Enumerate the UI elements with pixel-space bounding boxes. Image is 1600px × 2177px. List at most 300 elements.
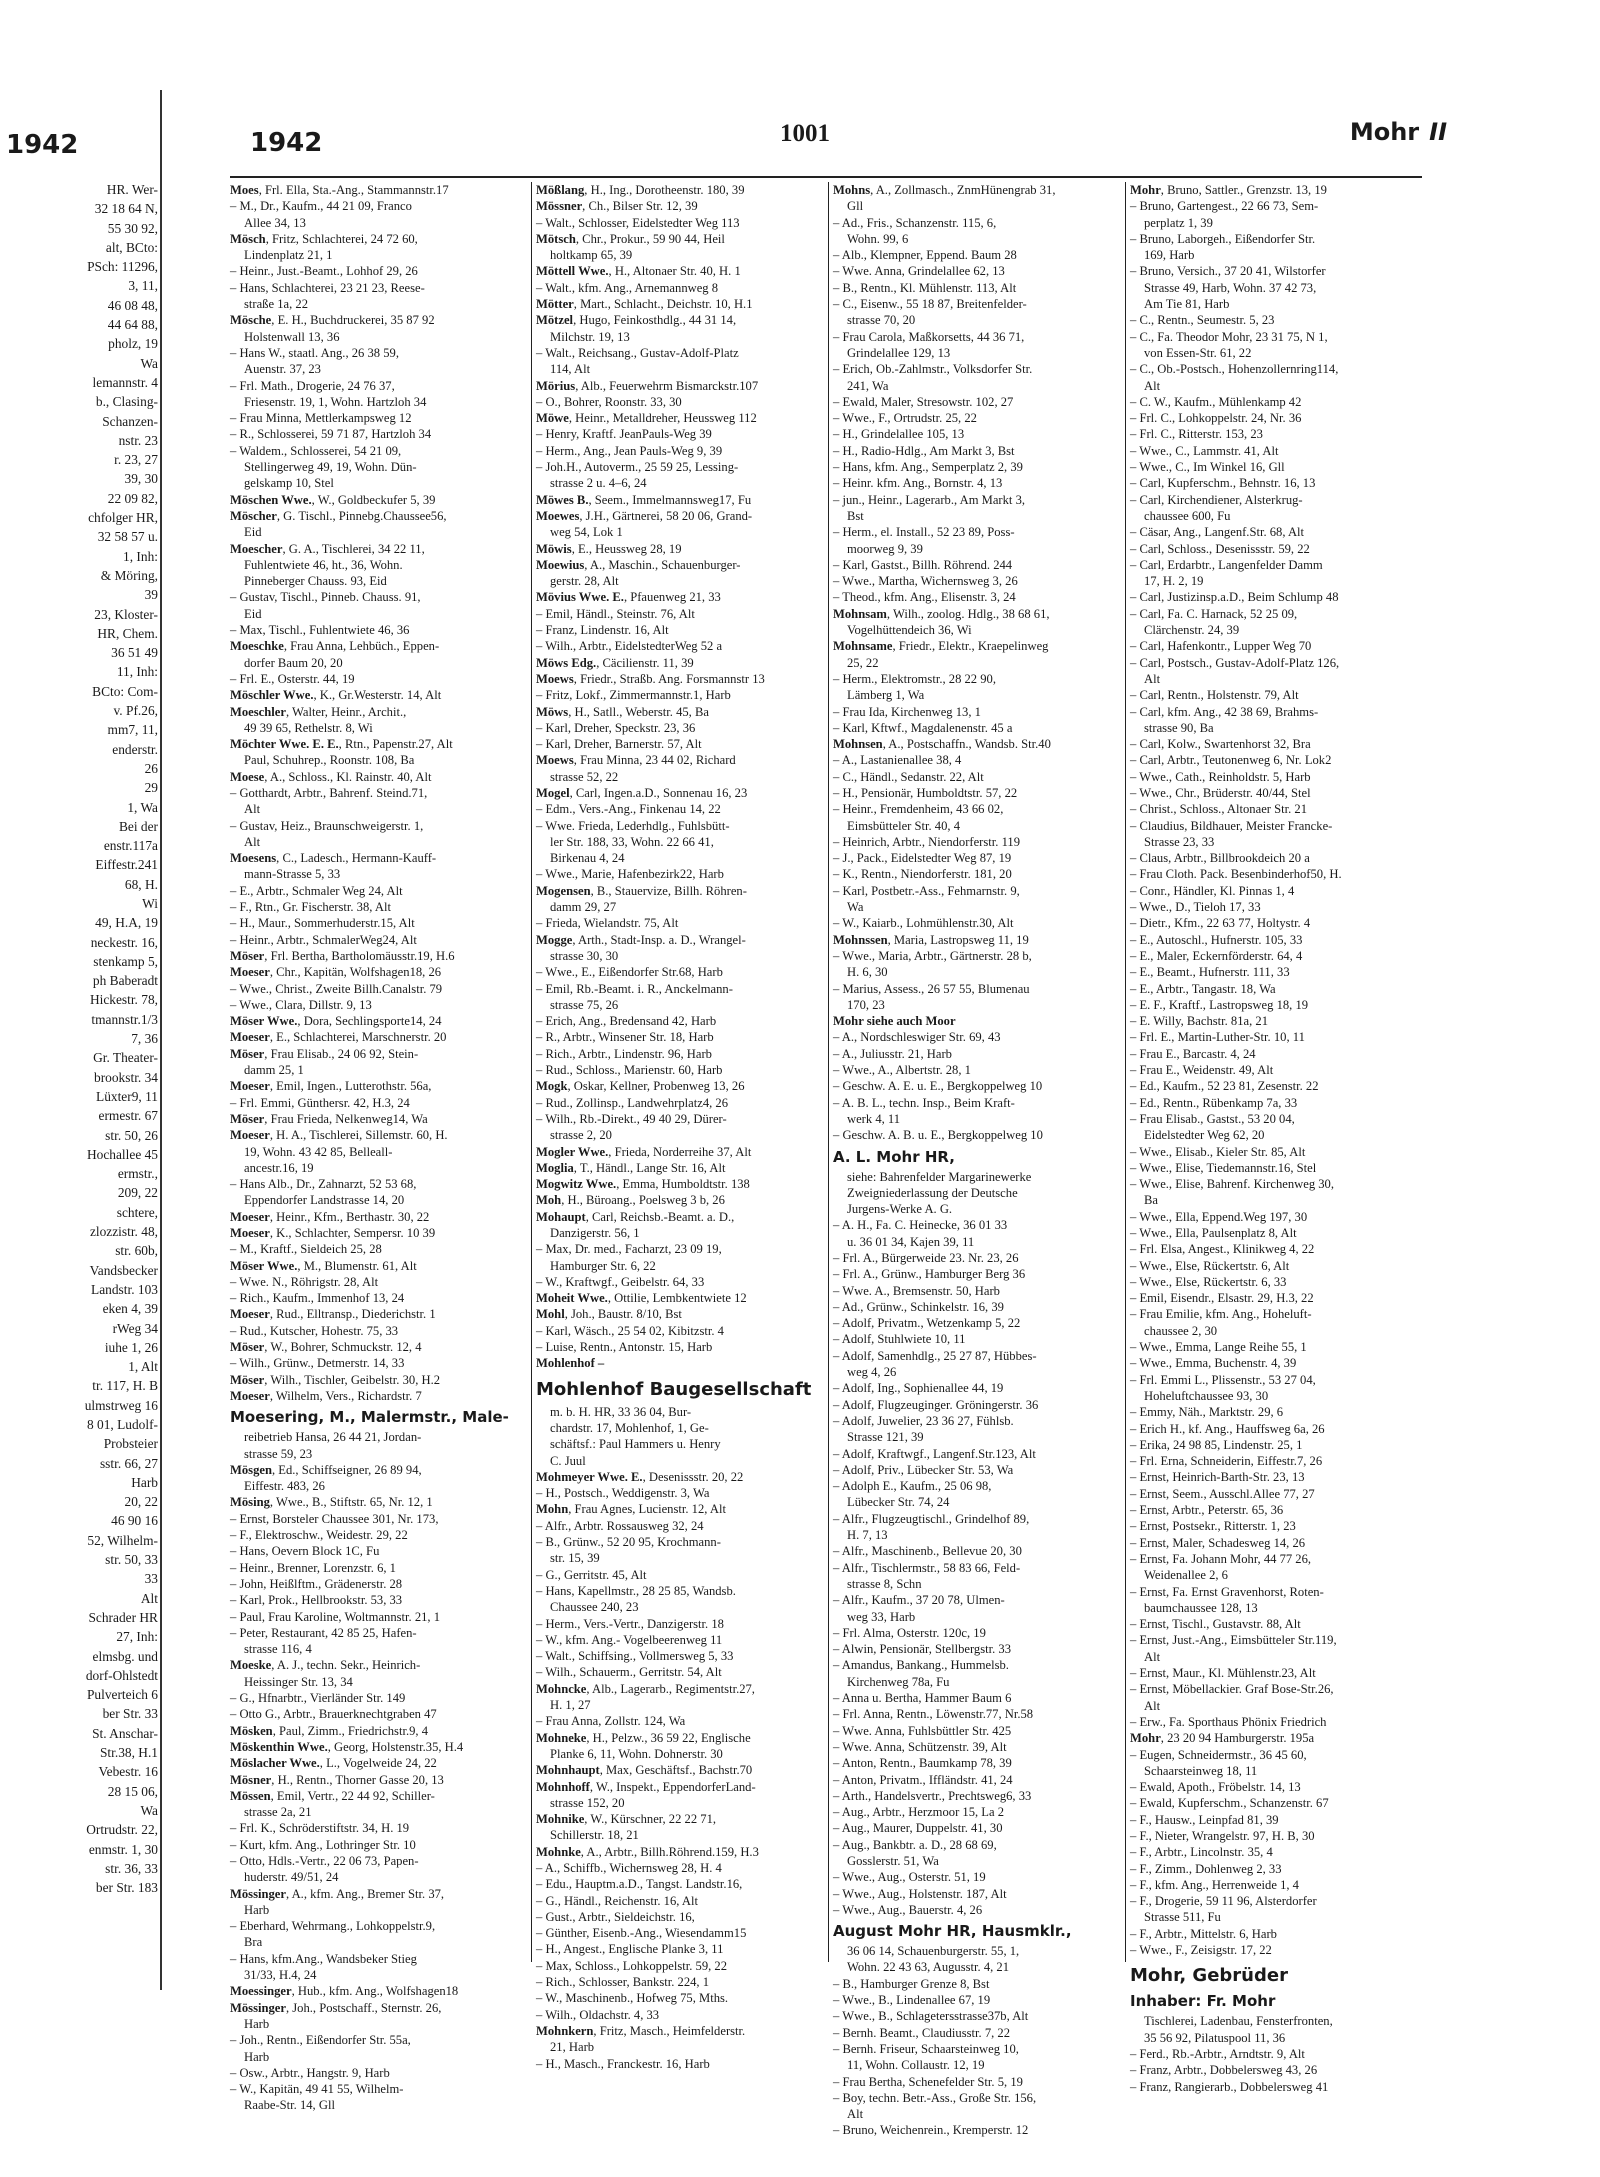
previous-page-line: Pulverteich 6 bbox=[86, 1687, 158, 1703]
directory-entry-line: – G., Händl., Reichenstr. 16, Alt bbox=[536, 1893, 698, 1908]
directory-entry-head: Moesens, C., Ladesch., Hermann-Kauff- bbox=[230, 851, 437, 866]
directory-entry-line: weg 54, Lok 1 bbox=[550, 525, 623, 540]
previous-page-line: Probsteier bbox=[103, 1436, 158, 1452]
directory-entry-head: Mohnike, W., Kürschner, 22 22 71, bbox=[536, 1812, 717, 1827]
directory-entry-line: – Edm., Vers.-Ang., Finkenau 14, 22 bbox=[536, 802, 721, 817]
directory-entry-line: A. L. Mohr HR, bbox=[833, 1147, 955, 1166]
directory-entry-head: Mohnkern, Fritz, Masch., Heimfelderstr. bbox=[536, 2023, 746, 2038]
directory-entry-line: – Aug., Arbtr., Herzmoor 15, La 2 bbox=[833, 1805, 1005, 1820]
directory-entry-head: Mohnssen, Maria, Lastropsweg 11, 19 bbox=[833, 932, 1029, 947]
directory-entry-head: Moessinger, Hub., kfm. Ang., Wolfshagen18 bbox=[230, 1984, 459, 1999]
column-2 bbox=[531, 182, 828, 2071]
directory-entry-line: perplatz 1, 39 bbox=[1144, 215, 1213, 230]
directory-entry-line: – Heinrich, Arbtr., Niendorferstr. 119 bbox=[833, 834, 1020, 849]
directory-entry-line: – Wwe., Ella, Eppend.Weg 197, 30 bbox=[1130, 1209, 1308, 1224]
previous-page-line: ermstr., bbox=[117, 1166, 158, 1182]
previous-page-line: 68, H. bbox=[124, 876, 158, 892]
directory-entry-line: – F., Elektroschw., Weidestr. 29, 22 bbox=[230, 1528, 408, 1543]
previous-page-line: ber Str. 33 bbox=[102, 1706, 158, 1722]
directory-entry-line: Hamburger Str. 6, 22 bbox=[550, 1258, 656, 1273]
previous-page-year: 1942 bbox=[6, 130, 79, 160]
directory-entry-head: Mohmeyer Wwe. E., Desenissstr. 20, 22 bbox=[536, 1469, 744, 1484]
directory-entry-line: strasse 59, 23 bbox=[244, 1446, 313, 1461]
directory-entry-line: – Theod., kfm. Ang., Elisenstr. 3, 24 bbox=[833, 590, 1016, 605]
directory-entry-line: – Fritz, Lokf., Zimmermannstr.1, Harb bbox=[536, 688, 731, 703]
entry-surname: Moeser bbox=[230, 1030, 270, 1045]
directory-entry-line: – Gotthardt, Arbtr., Bahrenf. Steind.71, bbox=[230, 785, 428, 800]
directory-entry-head: Moeschler, Walter, Heinr., Archit., bbox=[230, 704, 407, 719]
directory-entry-head: Moh, H., Büroang., Poelsweg 3 b, 26 bbox=[536, 1193, 725, 1208]
directory-entry-line: – B., Rentn., Kl. Mühlenstr. 113, Alt bbox=[833, 280, 1017, 295]
previous-page-line: str. 60b, bbox=[115, 1243, 158, 1259]
directory-entry-line: baumchaussee 128, 13 bbox=[1144, 1600, 1258, 1615]
previous-page-line: 36 51 49 bbox=[111, 645, 158, 661]
directory-entry-line: – A. H., Fa. C. Heinecke, 36 01 33 bbox=[833, 1218, 1008, 1233]
directory-entry-line: – Adolf, Kraftwgf., Langenf.Str.123, Alt bbox=[833, 1446, 1036, 1461]
directory-entry-line: – Carl, Schloss., Desenissstr. 59, 22 bbox=[1130, 541, 1310, 556]
directory-entry-head: Mössen, Emil, Vertr., 22 44 92, Schiller- bbox=[230, 1788, 435, 1803]
directory-entry-line: weg 4, 26 bbox=[847, 1365, 897, 1380]
directory-entry-line: Eidelstedter Weg 62, 20 bbox=[1144, 1128, 1265, 1143]
previous-page-line: 55 30 92, bbox=[107, 220, 158, 236]
directory-entry-head: Moeske, A. J., techn. Sekr., Heinrich- bbox=[230, 1658, 421, 1673]
directory-entry-line: – Erich, Ob.-Zahlmstr., Volksdorfer Str. bbox=[833, 362, 1033, 377]
directory-entry-line: – Wilh., Arbtr., EidelstedterWeg 52 a bbox=[536, 639, 723, 654]
directory-entry-line: – Rud., Schloss., Marienstr. 60, Harb bbox=[536, 1063, 723, 1078]
directory-entry-line: Birkenau 4, 24 bbox=[550, 851, 625, 866]
directory-entry-line: – Heinr., Fremdenheim, 43 66 02, bbox=[833, 802, 1004, 817]
previous-page-line: Ortrudstr. 22, bbox=[86, 1822, 158, 1838]
previous-page-line: 22 09 82, bbox=[107, 490, 158, 506]
directory-entry-head: Mohncke, Alb., Lagerarb., Regimentstr.27, bbox=[536, 1681, 755, 1696]
previous-page-line: 49, H.A, 19 bbox=[95, 915, 158, 931]
previous-page-line: 29 bbox=[144, 780, 158, 796]
directory-entry-head: Mohaupt, Carl, Reichsb.-Beamt. a. D., bbox=[536, 1209, 735, 1224]
entry-surname: Mogel bbox=[536, 785, 570, 800]
directory-entry-line: – Hans Alb., Dr., Zahnarzt, 52 53 68, bbox=[230, 1177, 417, 1192]
directory-entry-line: Zweigniederlassung der Deutsche bbox=[847, 1185, 1018, 1200]
previous-page-line: enderstr. bbox=[112, 741, 158, 757]
entry-surname: Moeser bbox=[230, 1226, 270, 1240]
previous-page-line: Bei der bbox=[118, 818, 158, 834]
directory-entry-head: Moes, Frl. Ella, Sta.-Ang., Stammannstr.17 bbox=[230, 183, 449, 197]
entry-surname: Mohr siehe auch Moor bbox=[833, 1014, 956, 1029]
directory-entry-line: strasse 30, 30 bbox=[550, 948, 619, 963]
directory-entry-head: Moheit Wwe., Ottilie, Lembkentwiete 12 bbox=[536, 1291, 747, 1306]
directory-entry-head: Mohnsam, Wilh., zoolog. Hdlg., 38 68 61, bbox=[833, 606, 1050, 621]
directory-entry-head bbox=[536, 1355, 828, 1371]
directory-entry-line: – Walt., Reichsang., Gustav-Adolf-Platz bbox=[536, 345, 739, 360]
directory-entry-line: – F., Drogerie, 59 11 96, Alsterdorfer bbox=[1130, 1894, 1317, 1909]
entry-surname: Mössen bbox=[230, 1788, 271, 1803]
entry-surname: Moesens bbox=[230, 851, 277, 866]
directory-entry-line: – Joh.H., Autoverm., 25 59 25, Lessing- bbox=[536, 460, 739, 475]
directory-entry-line: – Frl. C., Ritterstr. 153, 23 bbox=[1130, 427, 1263, 442]
directory-entry-line: – Karl, Kftwf., Magdalenenstr. 45 a bbox=[833, 720, 1013, 735]
previous-page-line: 39 bbox=[144, 587, 158, 603]
directory-entry-line: – Wwe. Anna, Schützenstr. 39, Alt bbox=[833, 1739, 1007, 1754]
directory-entry-line: H. 1, 27 bbox=[550, 1698, 591, 1713]
directory-entry-line: – Ad., Grünw., Schinkelstr. 16, 39 bbox=[833, 1299, 1004, 1314]
previous-page-line: & Möring, bbox=[100, 567, 158, 583]
directory-entry-line: – Wwe. Anna, Fuhlsbüttler Str. 425 bbox=[833, 1723, 1012, 1738]
directory-entry-line: – Adolf, Ing., Sophienallee 44, 19 bbox=[833, 1381, 1004, 1396]
previous-page-line: 1, Inh: bbox=[123, 548, 158, 564]
directory-entry-line: straße 1a, 22 bbox=[244, 297, 308, 312]
directory-entry-line: – H., Pensionär, Humboldtstr. 57, 22 bbox=[833, 785, 1018, 800]
directory-entry-line: Bra bbox=[244, 1935, 263, 1950]
directory-entry-line: – H., Masch., Franckestr. 16, Harb bbox=[536, 2056, 710, 2071]
directory-entry-line: – Wwe., C., Lammstr. 41, Alt bbox=[1130, 443, 1279, 458]
directory-entry-line: – Herm., Vers.-Vertr., Danzigerstr. 18 bbox=[536, 1616, 724, 1631]
directory-entry-head: Möser, Frau Frieda, Nelkenweg14, Wa bbox=[230, 1111, 428, 1126]
entry-surname: Moeser bbox=[230, 1307, 270, 1322]
directory-page bbox=[172, 98, 1447, 2138]
directory-entry-line: – A. B. L., techn. Insp., Beim Kraft- bbox=[833, 1095, 1015, 1110]
directory-entry-line: – Bruno, Laborgeh., Eißendorfer Str. bbox=[1130, 231, 1316, 246]
previous-page-line: zlozzistr. 48, bbox=[89, 1224, 158, 1240]
entry-surname: Mohneke bbox=[536, 1730, 587, 1745]
directory-entry-line: Friesenstr. 19, 1, Wohn. Hartzloh 34 bbox=[244, 394, 427, 409]
directory-entry-head: Mötzel, Hugo, Feinkosthdlg., 44 31 14, bbox=[536, 313, 737, 328]
directory-entry-line: – C., Eisenw., 55 18 87, Breitenfelder- bbox=[833, 297, 1027, 312]
directory-entry-line: – K., Rentn., Niendorferstr. 181, 20 bbox=[833, 867, 1012, 882]
directory-entry-line: – Aug., Maurer, Duppelstr. 41, 30 bbox=[833, 1821, 1003, 1836]
directory-entry-line: – Franz, Rangierarb., Dobbelersweg 41 bbox=[1130, 2079, 1329, 2094]
directory-entry-line: Alt bbox=[1144, 1698, 1161, 1713]
previous-page-line: enstr.117a bbox=[103, 838, 158, 854]
directory-entry-line: strasse 75, 26 bbox=[550, 997, 619, 1012]
previous-page-line: 3, 11, bbox=[128, 278, 158, 294]
directory-entry-head: Mogwitz Wwe., Emma, Humboldtstr. 138 bbox=[536, 1177, 750, 1192]
directory-entry-line: – Erika, 24 98 85, Lindenstr. 25, 1 bbox=[1130, 1437, 1303, 1452]
entry-surname: Mössinger bbox=[230, 1886, 286, 1901]
directory-entry-line: – E., Autoschl., Hufnerstr. 105, 33 bbox=[1130, 932, 1303, 947]
directory-entry-head bbox=[833, 1013, 1125, 1029]
directory-entry-line: – Anton, Privatm., Iffländstr. 41, 24 bbox=[833, 1772, 1013, 1787]
entry-surname: Mösgen bbox=[230, 1462, 272, 1477]
previous-page-line: chfolger HR, bbox=[88, 510, 158, 526]
directory-entry-line: – Ewald, Maler, Stresowstr. 102, 27 bbox=[833, 394, 1014, 409]
directory-entry-line: – Bruno, Versich., 37 20 41, Wilstorfer bbox=[1130, 264, 1326, 279]
previous-page-line: Schrader HR bbox=[88, 1609, 158, 1625]
directory-entry-line: – Wilh., Oldachstr. 4, 33 bbox=[536, 2007, 660, 2022]
directory-entry-line: – Eugen, Schneidermstr., 36 45 60, bbox=[1130, 1747, 1307, 1762]
directory-entry-line: – Frau Anna, Zollstr. 124, Wa bbox=[536, 1714, 686, 1729]
directory-entry-line: strasse 8, Schn bbox=[847, 1576, 922, 1591]
directory-entry-head: Moeser, E., Schlachterei, Marschnerstr. 20 bbox=[230, 1030, 447, 1045]
directory-entry-line: – Carl, kfm. Ang., 42 38 69, Brahms- bbox=[1130, 704, 1319, 719]
directory-entry-head: Möttell Wwe., H., Altonaer Str. 40, H. 1 bbox=[536, 264, 741, 279]
directory-entry-line: Harb bbox=[244, 2049, 270, 2064]
entry-surname: Mörius bbox=[536, 378, 576, 393]
directory-entry-line: – Hans, kfm.Ang., Wandsbeker Stieg bbox=[230, 1951, 417, 1966]
directory-entry-line: H. 7, 13 bbox=[847, 1528, 888, 1543]
previous-page-line: 26 bbox=[144, 760, 158, 776]
entry-surname: Mohlenhof – bbox=[536, 1356, 605, 1371]
previous-page-line: eken 4, 39 bbox=[102, 1301, 158, 1317]
entry-surname: Mötsch bbox=[536, 231, 576, 246]
directory-entry-line: – Eberhard, Wehrmang., Lohkoppelstr.9, bbox=[230, 1919, 436, 1934]
directory-entry-line: gelskamp 10, Stel bbox=[244, 476, 334, 491]
previous-page-line: dorf-Ohlstedt bbox=[85, 1667, 158, 1683]
directory-entry-line: – Herm., Elektromstr., 28 22 90, bbox=[833, 671, 996, 686]
previous-page-line: PSch: 11296, bbox=[87, 259, 158, 275]
directory-entry-line: – Osw., Arbtr., Hangstr. 9, Harb bbox=[230, 2065, 390, 2080]
directory-entry-line: – Emmy, Näh., Marktstr. 29, 6 bbox=[1130, 1405, 1284, 1420]
previous-page-line: Hochallee 45 bbox=[86, 1146, 158, 1162]
entry-surname: Mogge bbox=[536, 932, 573, 947]
directory-entry-head: Mohl, Joh., Baustr. 8/10, Bst bbox=[536, 1307, 682, 1322]
directory-entry-line: – Walt., Schlosser, Eidelstedter Weg 113 bbox=[536, 215, 740, 230]
directory-entry-line: Milchstr. 19, 13 bbox=[550, 329, 630, 344]
directory-entry-line: 11, Wohn. Collaustr. 12, 19 bbox=[847, 2058, 985, 2073]
previous-page-edge bbox=[0, 90, 162, 1990]
entry-surname: Moeser bbox=[230, 1388, 270, 1403]
previous-page-line: elmsbg. und bbox=[92, 1648, 158, 1664]
directory-entry-line: chaussee 600, Fu bbox=[1144, 508, 1231, 523]
directory-entry-line: Alt bbox=[244, 834, 261, 849]
directory-entry-head: Möwes B., Seem., Immelmannsweg17, Fu bbox=[536, 492, 752, 507]
entry-surname: Mohnhaupt bbox=[536, 1763, 600, 1778]
directory-entry-line: – Wwe., B., Lindenallee 67, 19 bbox=[833, 1993, 991, 2008]
directory-entry-line: – Rich., Schlosser, Bankstr. 224, 1 bbox=[536, 1975, 710, 1990]
directory-entry-head: Moeser, Wilhelm, Vers., Richardstr. 7 bbox=[230, 1388, 422, 1403]
previous-page-line: lemannstr. 4 bbox=[92, 374, 158, 390]
previous-page-line: sstr. 66, 27 bbox=[99, 1455, 158, 1471]
directory-entry-line: – A., Nordschleswiger Str. 69, 43 bbox=[833, 1030, 1001, 1045]
directory-entry-line: – Emil, Eisendr., Elsastr. 29, H.3, 22 bbox=[1130, 1291, 1314, 1306]
directory-entry-line: – Ernst, Borsteler Chaussee 301, Nr. 173, bbox=[230, 1511, 439, 1526]
entry-surname: Moewes bbox=[536, 508, 580, 523]
previous-page-line: ulmstrweg 16 bbox=[84, 1397, 158, 1413]
directory-entry-head: Mogler Wwe., Frieda, Norderreihe 37, Alt bbox=[536, 1144, 752, 1159]
directory-entry-line: – Rich., Kaufm., Immenhof 13, 24 bbox=[230, 1291, 405, 1306]
directory-entry-line: – B., Hamburger Grenze 8, Bst bbox=[833, 1976, 990, 1991]
directory-entry-line: – jun., Heinr., Lagerarb., Am Markt 3, bbox=[833, 492, 1026, 507]
entry-surname: Moese bbox=[230, 769, 265, 784]
directory-entry-line: – Edu., Hauptm.a.D., Tangst. Landstr.16, bbox=[536, 1877, 743, 1892]
previous-page-line: schtere, bbox=[116, 1204, 158, 1220]
directory-entry-line: – Amandus, Bankang., Hummelsb. bbox=[833, 1658, 1009, 1673]
directory-entry-line: – Erich H., kf. Ang., Hauffsweg 6a, 26 bbox=[1130, 1421, 1325, 1436]
directory-entry-line: – Ernst, Maur., Kl. Mühlenstr.23, Alt bbox=[1130, 1666, 1316, 1681]
directory-entry-head: Mogge, Arth., Stadt-Insp. a. D., Wrangel- bbox=[536, 932, 746, 947]
directory-entry-line: – H., Postsch., Weddigenstr. 3, Wa bbox=[536, 1486, 710, 1501]
previous-page-line: neckestr. 16, bbox=[90, 934, 158, 950]
entry-surname: Möchter Wwe. E. E. bbox=[230, 737, 339, 752]
directory-entry-head: Möschen Wwe., W., Goldbeckufer 5, 39 bbox=[230, 492, 436, 507]
previous-page-line: 44 64 88, bbox=[107, 317, 158, 333]
directory-entry-line: – Wwe. Anna, Grindelallee 62, 13 bbox=[833, 264, 1005, 279]
directory-entry-line: – Wwe., Aug., Bauerstr. 4, 26 bbox=[833, 1902, 983, 1917]
directory-entry-line: Stellingerweg 49, 19, Wohn. Dün- bbox=[244, 460, 417, 475]
directory-entry-line: H. 6, 30 bbox=[847, 965, 888, 980]
directory-entry-line: Eiffestr. 483, 26 bbox=[244, 1479, 325, 1494]
directory-entry-line: – W., Maschinenb., Hofweg 75, Mths. bbox=[536, 1991, 729, 2006]
previous-page-line: 46 08 48, bbox=[107, 297, 158, 313]
directory-entry-line: – Waldem., Schlosserei, 54 21 09, bbox=[230, 443, 402, 458]
directory-entry-line: – C., Ob.-Postsch., Hohenzollernring114, bbox=[1130, 362, 1339, 377]
directory-entry-line: strasse 116, 4 bbox=[244, 1642, 312, 1657]
previous-page-line: 20, 22 bbox=[124, 1494, 158, 1510]
directory-entry-line: – Günther, Eisenb.-Ang., Wiesendamm15 bbox=[536, 1926, 747, 1941]
directory-entry-line: – Herm., Ang., Jean Pauls-Weg 9, 39 bbox=[536, 443, 723, 458]
directory-entry-line: – Marius, Assess., 26 57 55, Blumenau bbox=[833, 981, 1030, 996]
directory-entry-line: – Alb., Klempner, Eppend. Baum 28 bbox=[833, 248, 1017, 263]
directory-entry-line: – Karl, Dreher, Speckstr. 23, 36 bbox=[536, 720, 696, 735]
directory-entry-line: – Rud., Zollinsp., Landwehrplatz4, 26 bbox=[536, 1095, 729, 1110]
directory-entry-line: weg 33, Harb bbox=[847, 1609, 916, 1624]
entry-surname: Mösch bbox=[230, 231, 266, 246]
previous-page-line: Harb bbox=[131, 1474, 158, 1490]
directory-entry-line: August Mohr HR, Hausmklr., bbox=[833, 1922, 1072, 1941]
previous-page-line: Vebestr. 16 bbox=[98, 1764, 158, 1780]
directory-entry-line: – Claudius, Bildhauer, Meister Francke- bbox=[1130, 818, 1333, 833]
directory-entry-head: Mogel, Carl, Ingen.a.D., Sonnenau 16, 23 bbox=[536, 785, 748, 800]
entry-surname: Mogwitz Wwe. bbox=[536, 1177, 617, 1192]
directory-entry-line: – Ewald, Kupferschm., Schanzenstr. 67 bbox=[1130, 1796, 1329, 1811]
directory-entry-line: – Emil, Händl., Steinstr. 76, Alt bbox=[536, 606, 695, 621]
directory-entry-head: Mogensen, B., Stauervize, Billh. Röhren- bbox=[536, 883, 747, 898]
previous-page-line: tr. 117, H. B bbox=[92, 1378, 158, 1394]
entry-surname: Moheit Wwe. bbox=[536, 1291, 608, 1306]
entry-surname: Mössner bbox=[536, 199, 583, 214]
entry-surname: Moeser bbox=[230, 965, 270, 980]
entry-surname: Moh bbox=[536, 1193, 562, 1208]
entry-surname: Mösche bbox=[230, 313, 272, 328]
directory-entry-line: – Wwe., Elise, Tiedemannstr.16, Stel bbox=[1130, 1160, 1317, 1175]
directory-entry-line: str. 15, 39 bbox=[550, 1551, 600, 1566]
directory-entry-line: – Frl. A., Grünw., Hamburger Berg 36 bbox=[833, 1267, 1026, 1282]
directory-entry-head: Mohnsame, Friedr., Elektr., Kraepelinweg bbox=[833, 639, 1049, 654]
directory-entry-line: – C., Händl., Sedanstr. 22, Alt bbox=[833, 769, 984, 784]
directory-entry-line: – Hans, kfm. Ang., Semperplatz 2, 39 bbox=[833, 460, 1023, 475]
entry-surname: Möws bbox=[536, 704, 569, 719]
directory-entry-line: – Ferd., Rb.-Arbtr., Arndtstr. 9, Alt bbox=[1130, 2046, 1305, 2061]
directory-entry-line: – Wwe., F., Ortrudstr. 25, 22 bbox=[833, 411, 977, 426]
previous-page-line: ber Str. 183 bbox=[95, 1880, 158, 1896]
directory-entry-line: – E. F., Kraftf., Lastropsweg 18, 19 bbox=[1130, 997, 1309, 1012]
previous-page-line: ermestr. 67 bbox=[98, 1108, 158, 1124]
directory-entry-head: Mösche, E. H., Buchdruckerei, 35 87 92 bbox=[230, 313, 435, 328]
directory-entry-line: – Wwe., C., Im Winkel 16, Gll bbox=[1130, 460, 1285, 475]
directory-entry-line: – C., Fa. Theodor Mohr, 23 31 75, N 1, bbox=[1130, 329, 1328, 344]
directory-entry-line: dorfer Baum 20, 20 bbox=[244, 655, 343, 670]
directory-entry-head: Möser, Frl. Bertha, Bartholomäusstr.19, H.6 bbox=[230, 948, 455, 963]
directory-entry-line: – Frieda, Wielandstr. 75, Alt bbox=[536, 916, 679, 931]
directory-entry-line: Holstenwall 13, 36 bbox=[244, 329, 340, 344]
directory-entry-line: damm 29, 27 bbox=[550, 900, 617, 915]
directory-entry-head: Moesering, M., Malermstr., Male- bbox=[230, 1408, 509, 1427]
directory-entry-line: – Wilh., Schauerm., Gerritstr. 54, Alt bbox=[536, 1665, 722, 1680]
directory-entry-line: – Ed., Rentn., Rübenkamp 7a, 33 bbox=[1130, 1095, 1298, 1110]
directory-entry-line: – Frl. Anna, Rentn., Löwenstr.77, Nr.58 bbox=[833, 1707, 1034, 1722]
directory-entry-line: – Wwe. A., Bremsenstr. 50, Harb bbox=[833, 1283, 1000, 1298]
directory-entry-line: Am Tie 81, Harb bbox=[1144, 297, 1230, 312]
directory-entry-line: – Anna u. Bertha, Hammer Baum 6 bbox=[833, 1691, 1012, 1706]
entry-surname: Mohl bbox=[536, 1307, 565, 1322]
directory-entry-line: holtkamp 65, 39 bbox=[550, 248, 633, 263]
directory-entry-line: strasse 2 u. 4–6, 24 bbox=[550, 476, 647, 491]
directory-entry-line: – F., kfm. Ang., Herrenweide 1, 4 bbox=[1130, 1877, 1299, 1892]
directory-entry-line: – E. Willy, Bachstr. 81a, 21 bbox=[1130, 1014, 1269, 1029]
entry-surname: Mohnssen bbox=[833, 932, 888, 947]
directory-entry-line: – Ernst, Fa. Johann Mohr, 44 77 26, bbox=[1130, 1551, 1312, 1566]
directory-entry-line: 25, 22 bbox=[847, 655, 879, 670]
directory-entry-head: Möser Wwe., M., Blumenstr. 61, Alt bbox=[230, 1258, 417, 1273]
directory-entry-head: Mösken, Paul, Zimm., Friedrichstr.9, 4 bbox=[230, 1723, 428, 1738]
previous-page-line: Hickestr. 78, bbox=[89, 992, 158, 1008]
directory-entry-line: – Wwe., Chr., Brüderstr. 40/44, Stel bbox=[1130, 785, 1311, 800]
directory-entry-line: 21, Harb bbox=[550, 2040, 595, 2055]
directory-entry-line: – Karl, Dreher, Barnerstr. 57, Alt bbox=[536, 737, 702, 752]
directory-entry-line: Alt bbox=[1144, 378, 1161, 393]
entry-surname: Moes bbox=[230, 183, 259, 197]
previous-page-line: 46 90 16 bbox=[111, 1513, 158, 1529]
directory-entry-line: Strasse 511, Fu bbox=[1144, 1910, 1221, 1925]
directory-entry-line: – Wwe., Emma, Buchenstr. 4, 39 bbox=[1130, 1356, 1297, 1371]
directory-entry-line: 114, Alt bbox=[550, 362, 591, 377]
previous-page-line: Vandsbecker bbox=[89, 1262, 158, 1278]
directory-entry-head: Möchter Wwe. E. E., Rtn., Papenstr.27, Alt bbox=[230, 737, 453, 752]
directory-entry-line: – Wwe., Aug., Osterstr. 51, 19 bbox=[833, 1870, 986, 1885]
directory-entry-line: – Alwin, Pensionär, Stellbergstr. 33 bbox=[833, 1642, 1012, 1657]
entry-surname: Möwe bbox=[536, 411, 569, 426]
volume-number: II bbox=[1429, 118, 1447, 146]
directory-entry-line: mann-Strasse 5, 33 bbox=[244, 867, 341, 882]
directory-entry-line: – Carl, Hafenkontr., Lupper Weg 70 bbox=[1130, 639, 1312, 654]
directory-entry-line: – Anton, Rentn., Baumkamp 78, 39 bbox=[833, 1756, 1012, 1771]
directory-entry-line: – Heinr. kfm. Ang., Bornstr. 4, 13 bbox=[833, 476, 1003, 491]
previous-page-line: ph Baberadt bbox=[92, 973, 158, 989]
directory-entry-head: Möschler Wwe., K., Gr.Westerstr. 14, Alt bbox=[230, 688, 442, 703]
entry-surname: Möser Wwe. bbox=[230, 1014, 298, 1029]
directory-entry-line: – Conr., Händler, Kl. Pinnas 1, 4 bbox=[1130, 883, 1295, 898]
directory-entry-head: Möws Edg., Cäcilienstr. 11, 39 bbox=[536, 655, 694, 670]
directory-entry-head: Moglia, T., Händl., Lange Str. 16, Alt bbox=[536, 1160, 726, 1175]
entry-surname: Mohn bbox=[536, 1502, 569, 1517]
entry-surname: Moeser bbox=[230, 1128, 270, 1143]
entry-surname: Mohnhoff bbox=[536, 1779, 590, 1794]
directory-entry-line: – Alfr., Arbtr. Rossausweg 32, 24 bbox=[536, 1518, 704, 1533]
entry-surname: Möser bbox=[230, 1046, 265, 1061]
directory-entry-line: 19, Wohn. 43 42 85, Belleall- bbox=[244, 1144, 393, 1159]
directory-entry-line: – Ewald, Apoth., Fröbelstr. 14, 13 bbox=[1130, 1780, 1301, 1795]
directory-entry-line: – Alfr., Tischlermstr., 58 83 66, Feld- bbox=[833, 1560, 1021, 1575]
directory-entry-line: moorweg 9, 39 bbox=[847, 541, 923, 556]
directory-entry-line: Pinneberger Chauss. 93, Eid bbox=[244, 574, 387, 589]
directory-entry-line: Gosslerstr. 51, Wa bbox=[847, 1853, 939, 1868]
previous-page-line: pholz, 19 bbox=[108, 336, 158, 352]
directory-entry-line: – Carl, Rentn., Holstenstr. 79, Alt bbox=[1130, 688, 1299, 703]
entry-surname: Mohmeyer Wwe. E. bbox=[536, 1469, 643, 1484]
directory-entry-line: – Gustav, Heiz., Braunschweigerstr. 1, bbox=[230, 818, 424, 833]
directory-entry-line: – Kurt, kfm. Ang., Lothringer Str. 10 bbox=[230, 1837, 416, 1852]
previous-page-line: BCto: Com- bbox=[92, 683, 158, 699]
directory-entry-line: – Wwe., A., Albertstr. 28, 1 bbox=[833, 1063, 971, 1078]
directory-entry-line: Lübecker Str. 74, 24 bbox=[847, 1495, 950, 1510]
directory-entry-line: Gll bbox=[847, 199, 864, 214]
directory-entry-head: Mohnsen, A., Postschaffn., Wandsb. Str.40 bbox=[833, 737, 1051, 752]
directory-entry-head: Mössner, Ch., Bilser Str. 12, 39 bbox=[536, 199, 698, 214]
entry-surname: Mösing bbox=[230, 1495, 270, 1510]
previous-page-line: v. Pf.26, bbox=[113, 703, 158, 719]
directory-entry-line: Strasse 49, Harb, Wohn. 37 42 73, bbox=[1144, 280, 1317, 295]
running-keyword bbox=[1350, 118, 1447, 146]
directory-entry-line: – Ernst, Tischl., Gustavstr. 88, Alt bbox=[1130, 1617, 1301, 1632]
directory-entry-line: – Henry, Kraftf. JeanPauls-Weg 39 bbox=[536, 427, 712, 442]
